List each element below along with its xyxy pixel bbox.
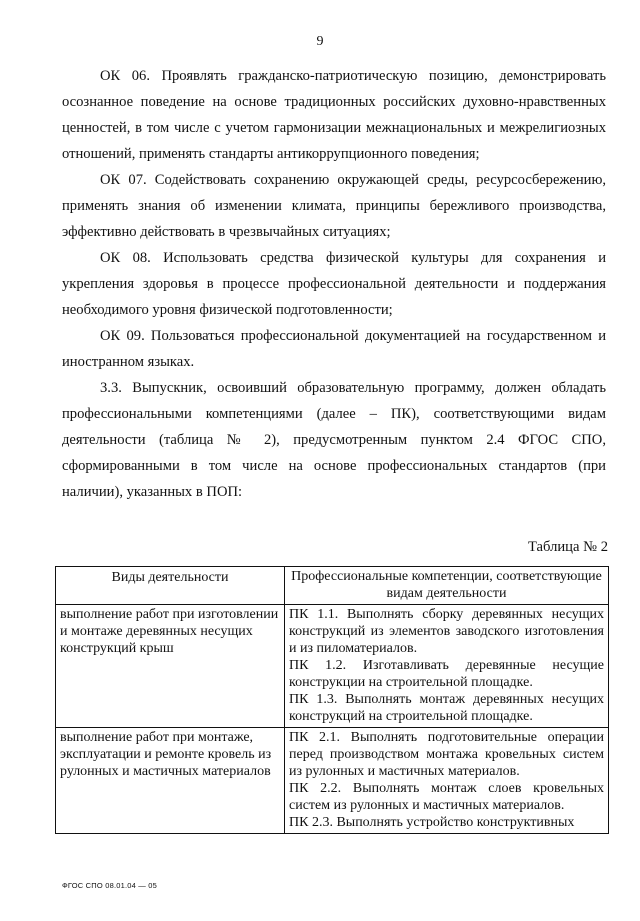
- table-row: [56, 605, 609, 728]
- header-activity: Виды деятельности: [56, 567, 285, 605]
- body-text: [62, 63, 606, 505]
- competency-item: ПК 1.3. Выполнять монтаж деревянных несущих конструкций на строительной площадке.: [289, 692, 604, 724]
- table-row: [56, 728, 609, 834]
- document-footer: ФГОС СПО 08.01.04 — 05: [62, 881, 158, 890]
- activity-cell: выполнение работ при изготовлении и монтаже деревянных несущих конструкций крыш: [56, 605, 285, 728]
- competencies-table: [55, 566, 609, 834]
- competency-item: ПК 1.2. Изготавливать деревянные несущие конструкции на строительной площадке.: [289, 658, 604, 690]
- page-number: 9: [316, 34, 324, 49]
- competencies-cell: [285, 605, 609, 728]
- paragraph-ok08: ОК 08. Использовать средства физической культуры для сохранения и укрепления здоровья в процессе профессиональной деятельности и поддержания необходимого уровня физической подготовленности;: [62, 250, 606, 318]
- competencies-cell: [285, 728, 609, 834]
- competency-item: ПК 2.1. Выполнять подготовительные операции перед производством монтажа кровельных систем из рулонных и мастичных материалов.: [289, 730, 604, 779]
- table-header-row: [56, 567, 609, 605]
- paragraph-ok07: ОК 07. Содействовать сохранению окружающей среды, ресурсосбережению, применять знания об изменении климата, принципы бережливого производства, эффективно действовать в чрезвычайных ситуациях;: [62, 172, 606, 240]
- paragraph-ok09: ОК 09. Пользоваться профессиональной документацией на государственном и иностранном языках.: [62, 328, 606, 370]
- competency-item: ПК 2.3. Выполнять устройство конструктивных: [289, 815, 575, 830]
- activity-cell: выполнение работ при монтаже, эксплуатации и ремонте кровель из рулонных и мастичных материалов: [56, 728, 285, 834]
- paragraph-3-3: 3.3. Выпускник, освоивший образовательную программу, должен обладать профессиональными компетенциями (далее – ПК), соответствующими видам деятельности (таблица № 2), предусмотренным пунктом 2.4 ФГОС СПО, сформированными в том числе на основе профессиональных стандартов (при наличии), указанных в ПОП:: [62, 380, 606, 500]
- table-caption: Таблица № 2: [528, 539, 608, 555]
- header-competencies: Профессиональные компетенции, соответствующие видам деятельности: [285, 567, 609, 605]
- paragraph-ok06: ОК 06. Проявлять гражданско-патриотическую позицию, демонстрировать осознанное поведение на основе традиционных российских духовно-нравственных ценностей, в том числе с учетом гармонизации межнациональных и межрелигиозных отношений, применять стандарты антикоррупционного поведения;: [62, 68, 606, 162]
- competency-item: ПК 1.1. Выполнять сборку деревянных несущих конструкций из элементов заводского изготовления и из пиломатериалов.: [289, 607, 604, 656]
- competency-item: ПК 2.2. Выполнять монтаж слоев кровельных систем из рулонных и мастичных материалов.: [289, 781, 604, 813]
